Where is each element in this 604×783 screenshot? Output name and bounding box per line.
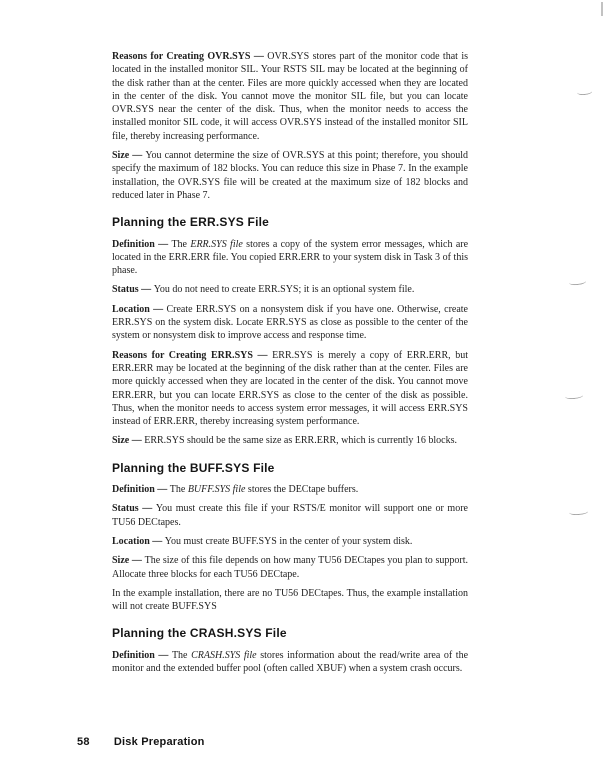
paragraph-lead-label: Status —	[112, 284, 154, 296]
paragraph-text: In the example installation, there are no TU56 DECtapes. Thus, the example installation will not create BUFF.SYS	[112, 587, 468, 613]
paragraph	[112, 149, 468, 202]
paragraph-text: stores the DECtape buffers.	[245, 484, 359, 496]
page-edge-mark	[565, 392, 583, 400]
paragraph-text: The	[171, 649, 192, 661]
paragraph-text: The	[169, 484, 188, 496]
paragraph-text: You cannot determine the size of OVR.SYS at this point; therefore, you should specify the maximum of 182 blocks. You can reduce this size in Phase 7. In the example installation, the OVR.SYS file will be created at the maximum size of 182 blocks and reduced later in Phase 7.	[112, 150, 468, 201]
paragraph-text: You must create this file if your RSTS/E monitor will support one or more TU56 DECtapes.	[112, 503, 468, 528]
paragraph-text: The	[171, 238, 191, 250]
paragraph-lead-label: Reasons for Creating ERR.SYS —	[112, 349, 273, 361]
footer-section-title: Disk Preparation	[113, 736, 205, 748]
paragraph-text: stores information about the read/write area of the monitor and the extended buffer pool (often called XBUF) when a system crash occurs.	[112, 649, 469, 674]
file-name-italic: CRASH.SYS file	[191, 649, 257, 661]
paragraph-lead-label: Location —	[112, 303, 167, 315]
paragraph-lead-label: Location —	[112, 535, 165, 547]
section-heading: Planning the CRASH.SYS File	[112, 626, 287, 641]
paragraph-lead-label: Size —	[112, 150, 146, 162]
scan-corner-tick	[601, 2, 603, 16]
page-edge-mark	[577, 88, 592, 95]
paragraph-text: ERR.SYS should be the same size as ERR.ERR, which is currently 16 blocks.	[144, 435, 457, 447]
paragraph	[112, 502, 468, 529]
paragraph-lead-label: Definition —	[112, 649, 172, 661]
file-name-italic: ERR.SYS file	[190, 238, 243, 250]
paragraph-text: You must create BUFF.SYS in the center of your system disk.	[164, 535, 413, 547]
section-heading: Planning the BUFF.SYS File	[112, 460, 275, 475]
paragraph-lead-label: Status —	[112, 503, 156, 515]
file-name-italic: BUFF.SYS file	[187, 484, 246, 496]
paragraph-lead-label: Size —	[112, 435, 145, 447]
paragraph	[112, 349, 468, 429]
paragraph	[112, 283, 468, 296]
paragraph	[112, 434, 468, 447]
page-number: 58	[77, 736, 90, 748]
paragraph	[112, 587, 468, 614]
paragraph-lead-label: Reasons for Creating OVR.SYS —	[112, 51, 268, 62]
page-edge-mark	[569, 278, 587, 286]
paragraph	[112, 303, 468, 343]
paragraph-text: stores a copy of the system error messages, which are located in the ERR.ERR file. You copied ERR.ERR to your system disk in Task 3 of this phase.	[112, 238, 469, 277]
paragraph	[112, 649, 468, 676]
paragraph-text: The size of this file depends on how many TU56 DECtapes you plan to support. Allocate three blocks for each TU56 DECtape.	[112, 555, 468, 580]
paragraph-lead-label: Definition —	[112, 238, 172, 250]
paragraph-text: Create ERR.SYS on a nonsystem disk if you have one. Otherwise, create ERR.SYS on the system disk. Locate ERR.SYS as close as possible to the center of the system or nonsystem disk to improve access and response time.	[112, 303, 468, 342]
paragraph	[112, 554, 468, 581]
paragraph-text: ERR.SYS is merely a copy of ERR.ERR, but ERR.ERR may be located at the beginning of the disk rather than at the center. Files are more quickly accessed when they are located in the center of the disk. You cannot move ERR.ERR, but you can locate ERR.SYS as close to the center of the disk as possible. Thus, when the monitor needs to access system error messages, it will access ERR.SYS instead of ERR.ERR, thereby increasing system performance.	[112, 349, 469, 428]
paragraph	[112, 535, 468, 548]
section-heading: Planning the ERR.SYS File	[112, 215, 270, 230]
paragraph	[112, 238, 468, 278]
paragraph	[112, 483, 468, 496]
page-content	[112, 50, 468, 681]
paragraph-text: You do not need to create ERR.SYS; it is an optional system file.	[153, 284, 415, 296]
page-edge-mark	[569, 508, 588, 515]
page-footer	[77, 736, 205, 748]
paragraph	[112, 50, 468, 143]
paragraph-lead-label: Definition —	[112, 484, 170, 496]
paragraph-lead-label: Size —	[112, 555, 145, 567]
paragraph-text: OVR.SYS stores part of the monitor code that is located in the installed monitor SIL. Your RSTS SIL may be located at the beginning of the disk rather than at the center. Files are more quickly accessed when they are located in the center of the disk. You cannot move the monitor SIL file, but you can locate OVR.SYS near the center of the disk. Thus, when the monitor needs to access the installed monitor SIL code, it will access OVR.SYS instead of the installed monitor SIL file, thereby increasing performance.	[112, 51, 468, 142]
